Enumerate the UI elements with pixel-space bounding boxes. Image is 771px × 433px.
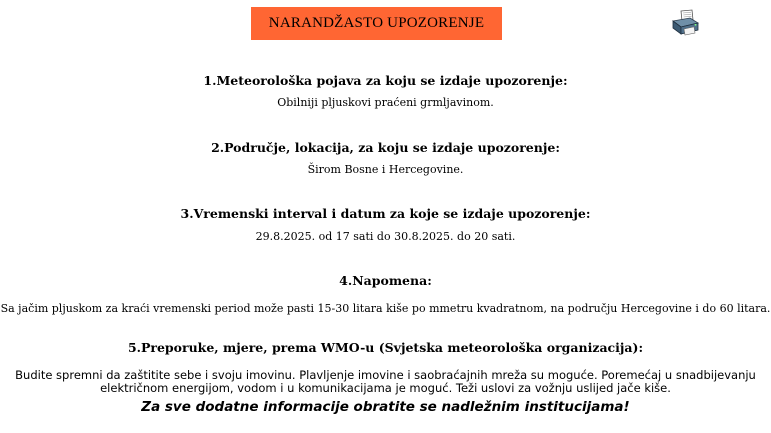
section-heading: 2.Područje, lokacija, za koju se izdaje upozorenje: xyxy=(211,140,560,155)
section-area xyxy=(0,140,771,177)
warning-level-banner: NARANDŽASTO UPOZORENJE xyxy=(251,7,502,40)
section-time-interval xyxy=(0,206,771,244)
section-note xyxy=(0,273,771,316)
section-text: 29.8.2025. od 17 sati do 30.8.2025. do 20 sati. xyxy=(255,230,516,243)
section-heading: 5.Preporuke, mjere, prema WMO-u (Svjetska meteorološka organizacija): xyxy=(127,340,644,355)
recommendations-text: Budite spremni da zaštitite sebe i svoju imovinu. Plavljenje imovine i saobraćajnih mreža su moguće. Poremećaj u snadbijevanju električnom energijom, vodom i u komunikacijama je moguć. Teži uslovi za vožnju uslijed jače kiše. xyxy=(15,368,756,395)
contact-notice: Za sve dodatne informacije obratite se nadležnim institucijama! xyxy=(141,399,630,415)
section-text: Širom Bosne i Hercegovine. xyxy=(307,163,464,176)
section-phenomenon xyxy=(0,73,771,110)
section-text: Obilniji pljuskovi praćeni grmljavinom. xyxy=(277,96,494,109)
print-button[interactable] xyxy=(670,9,700,37)
section-text: Sa jačim pljuskom za kraći vremenski period može pasti 15-30 litara kiše po mmetru kvadratnom, na području Hercegovine i do 60 litara. xyxy=(0,302,771,315)
section-recommendations xyxy=(0,340,771,356)
printer-icon[interactable] xyxy=(670,9,700,37)
section-heading: 1.Meteorološka pojava za koju se izdaje upozorenje: xyxy=(203,73,568,88)
section-heading: 4.Napomena: xyxy=(339,273,432,288)
section-heading: 3.Vremenski interval i datum za koje se izdaje upozorenje: xyxy=(180,206,591,221)
